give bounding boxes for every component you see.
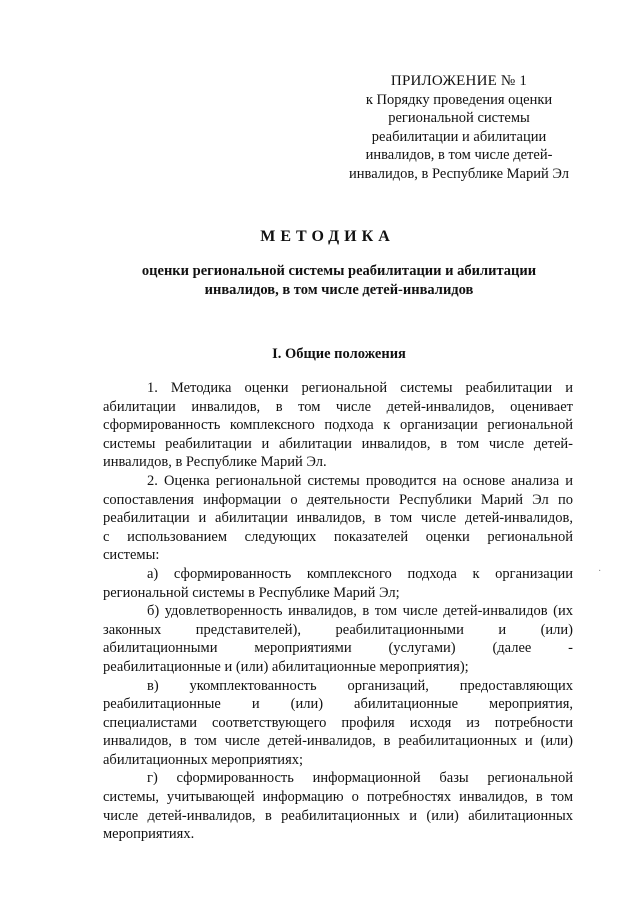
- appendix-title: ПРИЛОЖЕНИЕ № 1: [390, 73, 528, 89]
- paragraph-line: реабилитации и абилитации инвалидов, в том числе детей-инвалидов,: [103, 510, 573, 527]
- document-subtitle: [100, 262, 578, 300]
- paragraph-line: региональной системы в Республике Марий Эл;: [103, 584, 400, 601]
- paragraph-line: абилитационными мероприятиями (услугами) (далее -: [103, 640, 573, 657]
- paragraph-line: сформированность комплексного подхода к организации региональной: [103, 417, 573, 434]
- appendix-line: реабилитации и абилитации: [371, 128, 547, 145]
- paragraph-line: а) сформированность комплексного подхода к организации: [147, 565, 573, 582]
- paragraph-line: мероприятиях.: [103, 826, 195, 843]
- paragraph-line: инвалидов, в том числе детей-инвалидов, в реабилитационных и (или): [103, 733, 573, 750]
- paragraph-line: реабилитационные и (или) абилитационные мероприятия,: [103, 696, 573, 713]
- paragraph-line: сопоставления информации о деятельности Республики Марий Эл по: [103, 491, 573, 508]
- paragraph-line: законных представителей), реабилитационными и (или): [103, 621, 573, 638]
- paragraph-line: системы реабилитации и абилитации инвалидов, в том числе детей-: [103, 435, 573, 452]
- paragraph-line: абилитационных мероприятиях;: [103, 751, 304, 768]
- paragraph-line: абилитации инвалидов, в том числе детей-инвалидов, оценивает: [103, 398, 573, 415]
- paragraph-line: г) сформированность информационной базы региональной: [147, 770, 573, 787]
- scan-speck: ·: [598, 566, 602, 577]
- appendix-line: инвалидов, в Республике Марий Эл: [349, 165, 569, 182]
- document-title: МЕТОДИКА: [260, 228, 395, 245]
- paragraph-line: системы:: [103, 547, 160, 564]
- paragraph-line: с использованием следующих показателей оценки региональной: [103, 528, 573, 545]
- subtitle-line: оценки региональной системы реабилитации и абилитации: [141, 263, 537, 279]
- appendix-header: [345, 72, 573, 183]
- appendix-line: инвалидов, в том числе детей-: [365, 147, 553, 163]
- paragraph-line: инвалидов, в Республике Марий Эл.: [103, 454, 327, 471]
- paragraph-line: числе детей-инвалидов, в реабилитационных и (или) абилитационных: [103, 807, 573, 824]
- appendix-line: региональной системы: [388, 110, 530, 126]
- paragraph-line: б) удовлетворенность инвалидов, в том числе детей-инвалидов (их: [147, 603, 573, 620]
- body-text: [103, 379, 573, 844]
- paragraph-line: в) укомплектованность организаций, предоставляющих: [147, 677, 573, 694]
- appendix-line: к Порядку проведения оценки: [365, 91, 553, 108]
- section-heading: I. Общие положения: [272, 346, 406, 362]
- paragraph-line: 2. Оценка региональной системы проводится на основе анализа и: [147, 472, 573, 489]
- subtitle-line: инвалидов, в том числе детей-инвалидов: [204, 282, 474, 298]
- paragraph-line: системы, учитывающей информацию о потребностях инвалидов, в том: [103, 789, 573, 806]
- paragraph-line: 1. Методика оценки региональной системы реабилитации и: [147, 380, 573, 396]
- paragraph-line: специалистами соответствующего профиля исходя из потребности: [103, 714, 573, 731]
- paragraph-line: реабилитационные и (или) абилитационные мероприятия);: [103, 658, 469, 675]
